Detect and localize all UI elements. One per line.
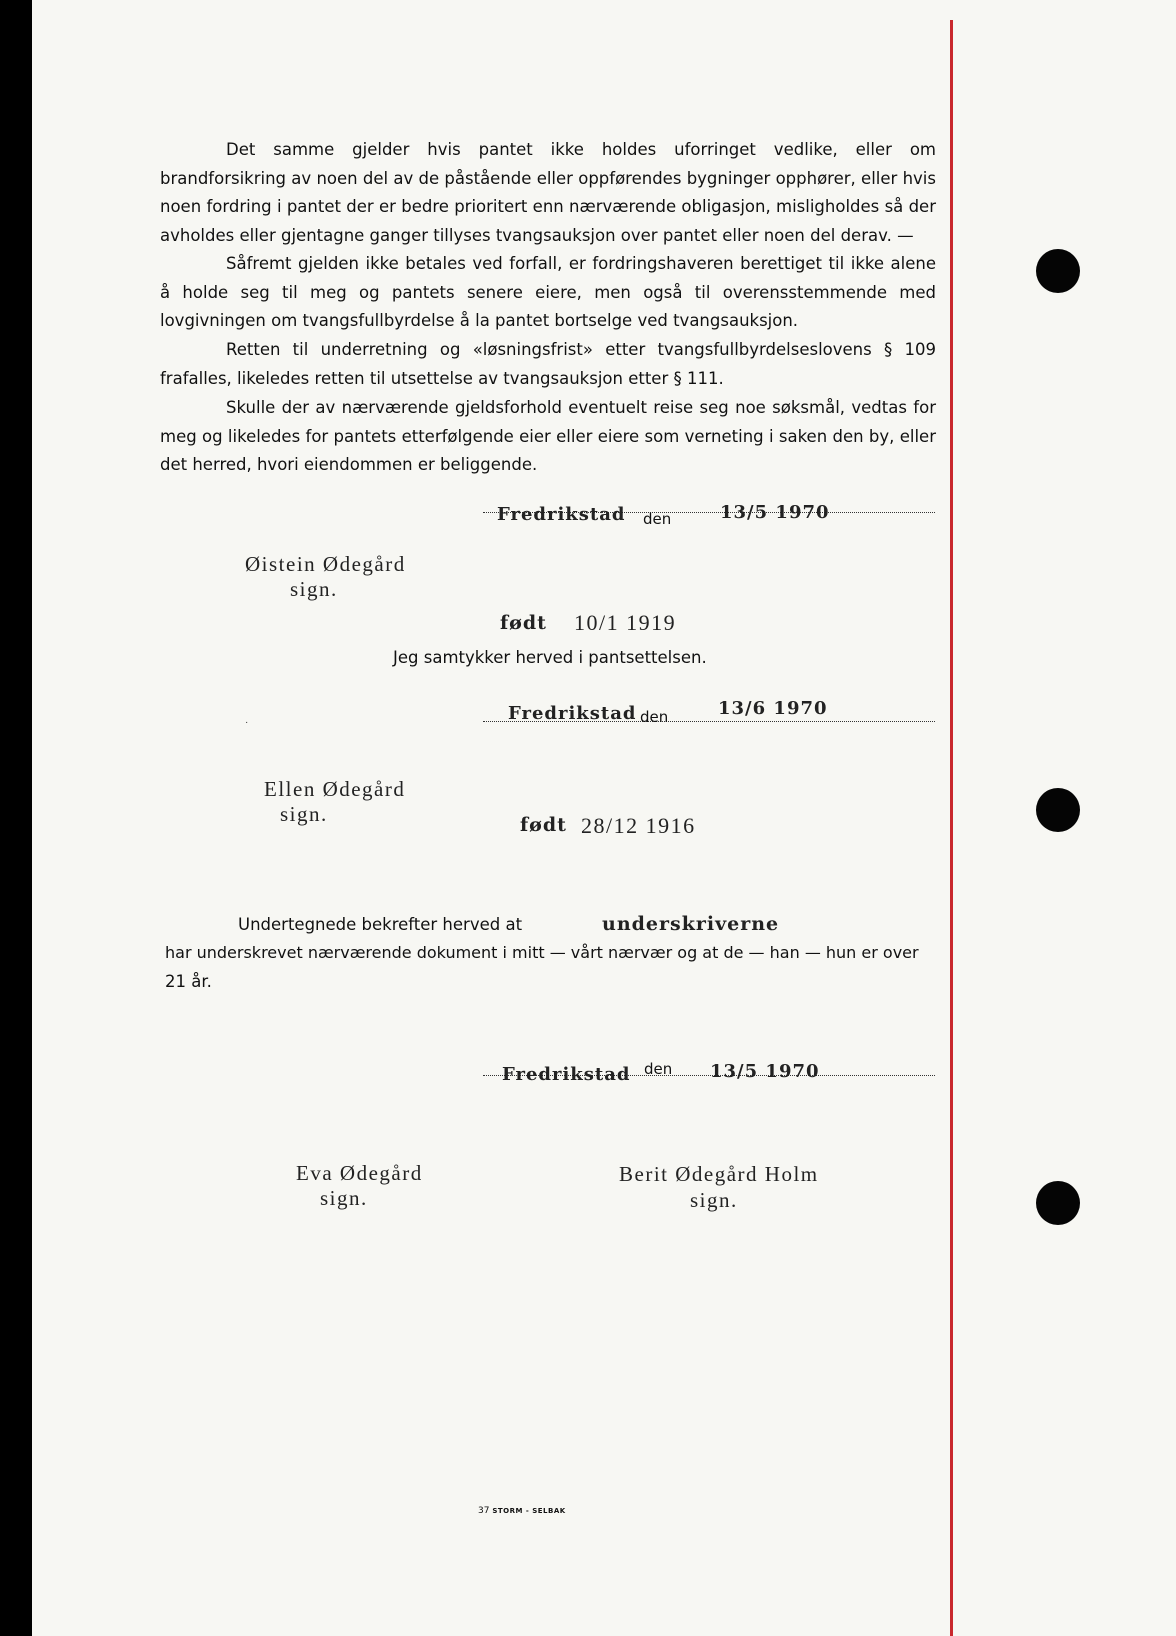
den-label: den bbox=[640, 708, 669, 726]
den-label: den bbox=[643, 510, 672, 528]
stray-mark: · bbox=[245, 717, 249, 728]
date-stamp: 13/5 1970 bbox=[720, 502, 830, 523]
sign-label: sign. bbox=[290, 577, 338, 601]
sign-label: sign. bbox=[690, 1188, 738, 1212]
date-stamp: 13/5 1970 bbox=[710, 1061, 820, 1082]
sign-label: sign. bbox=[320, 1186, 368, 1210]
paragraph-2: Såfremt gjelden ikke betales ved forfall, er fordringshaveren berettiget til ikke alene å holde seg til meg og pantets senere eiere, men også til overensstemmende med lovgivningen om tvangsfullbyrdelse å la pantet bortselge ved tvangsauksjon. bbox=[160, 254, 936, 331]
printer-name: STORM - SELBAK bbox=[492, 1507, 566, 1515]
punch-hole bbox=[1036, 1181, 1080, 1225]
born-date: 10/1 1919 bbox=[574, 610, 677, 635]
signer-name: Ellen Ødegård bbox=[264, 777, 406, 801]
margin-line bbox=[950, 20, 953, 1636]
born-label: født bbox=[520, 814, 567, 836]
footer-imprint bbox=[478, 1506, 566, 1516]
confirm-text: har underskrevet nærværende dokument i mitt — vårt nærvær og at de — han — hun er over bbox=[165, 943, 919, 962]
place-stamp: Fredrikstad bbox=[502, 1064, 631, 1085]
place-stamp: Fredrikstad bbox=[497, 504, 626, 525]
paragraph-4: Skulle der av nærværende gjeldsforhold eventuelt reise seg noe søksmål, vedtas for meg og likeledes for pantets etterfølgende eier eller eiere som verneting i saken den by, eller det herred, hvori eiendommen er beliggende. bbox=[160, 398, 936, 475]
witness-name: Eva Ødegård bbox=[296, 1161, 423, 1185]
punch-hole bbox=[1036, 249, 1080, 293]
consent-text: Jeg samtykker herved i pantsettelsen. bbox=[393, 648, 707, 667]
sign-label: sign. bbox=[280, 802, 328, 826]
punch-hole bbox=[1036, 788, 1080, 832]
signer-name: Øistein Ødegård bbox=[245, 552, 406, 576]
confirm-typed: underskriverne bbox=[602, 913, 780, 935]
witness-name: Berit Ødegård Holm bbox=[619, 1162, 819, 1186]
paragraph-3: Retten til underretning og «løsningsfrist» etter tvangsfullbyrdelseslovens § 109 frafalles, likeledes retten til utsettelse av tvangsauksjon etter § 111. bbox=[160, 340, 936, 388]
den-label: den bbox=[644, 1060, 673, 1078]
date-stamp: 13/6 1970 bbox=[718, 698, 828, 719]
form-number: 37 bbox=[478, 1506, 490, 1516]
paragraph-1: Det samme gjelder hvis pantet ikke holdes uforringet vedlike, eller om brandforsikring av noen del av de påstående eller oppførendes bygninger opphører, eller hvis noen fordring i pantet der er bedre prioritert enn nærværende obligasjon, misligholdes så der avholdes eller gjentagne ganger tillyses tvangsauksjon over pantet eller noen del derav. — bbox=[160, 140, 936, 245]
confirm-age: 21 år. bbox=[165, 972, 212, 991]
confirm-lead: Undertegnede bekrefter herved at bbox=[238, 915, 523, 934]
born-date: 28/12 1916 bbox=[581, 813, 696, 838]
born-label: født bbox=[500, 612, 547, 634]
place-stamp: Fredrikstad bbox=[508, 703, 637, 724]
